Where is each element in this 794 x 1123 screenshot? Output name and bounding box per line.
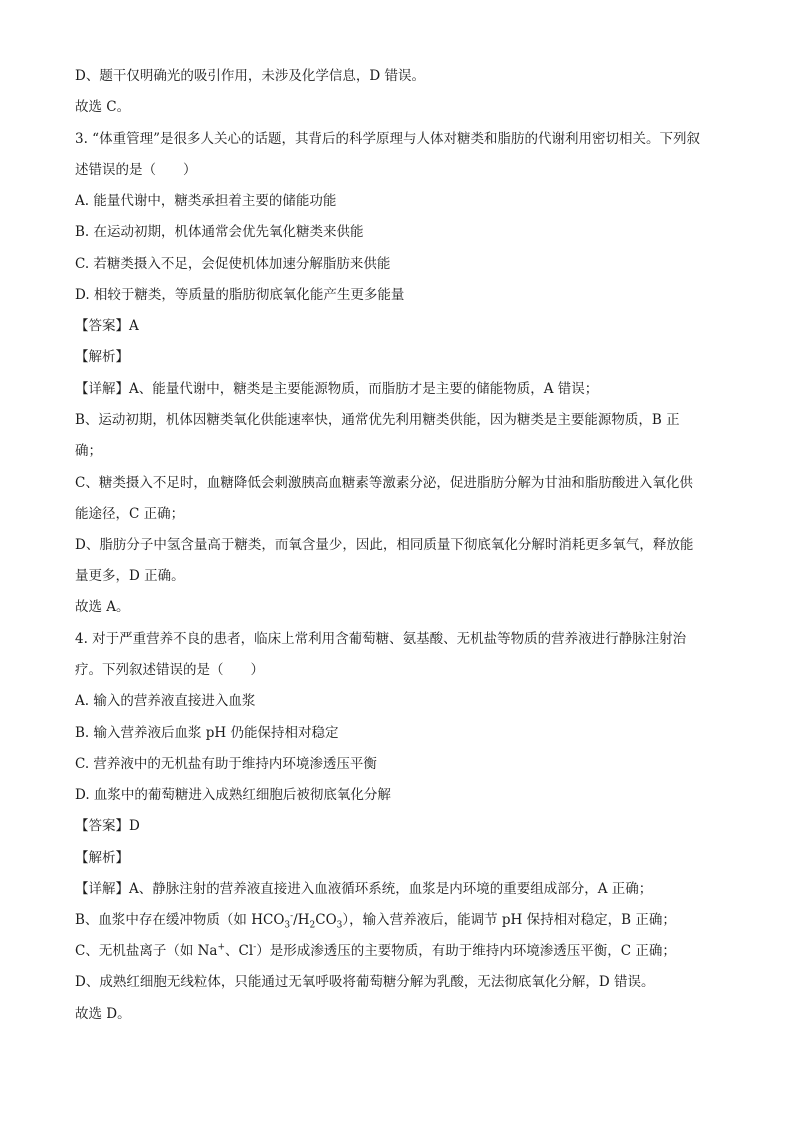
question-4-answer: 【答案】D <box>75 818 140 834</box>
question-3-stem: 述错误的是（ ） <box>75 162 197 178</box>
question-4-option-a: A. 输入的营养液直接进入血浆 <box>75 693 256 709</box>
question-4-stem: 4. 对于严重营养不良的患者，临床上常利用含葡萄糖、氨基酸、无机盐等物质的营养液进行静脉注射治 <box>75 631 687 647</box>
question-3-option-c: C. 若糖类摄入不足，会促使机体加速分解脂肪来供能 <box>75 256 391 272</box>
question-4-analysis-heading: 【解析】 <box>75 850 129 866</box>
question-3-stem: 3. “体重管理”是很多人关心的话题，其背后的科学原理与人体对糖类和脂肪的代谢利用密切相关。下列叙 <box>75 131 700 147</box>
question-4-option-d: D. 血浆中的葡萄糖进入成熟红细胞后被彻底氧化分解 <box>75 787 391 803</box>
question-3-option-b: B. 在运动初期，机体通常会优先氧化糖类来供能 <box>75 224 364 240</box>
question-3-explanation: 量更多，D 正确。 <box>75 568 185 584</box>
question-3-explanation: 确； <box>75 443 102 459</box>
question-3-explanation: 能途径，C 正确； <box>75 506 185 522</box>
question-4-explanation-ions: C、无机盐离子（如 Na+、Cl-）是形成渗透压的主要物质，有助于维持内环境渗透压平衡，C 正确； <box>75 942 676 959</box>
question-4-stem: 疗。下列叙述错误的是（ ） <box>75 662 264 678</box>
question-4-option-c: C. 营养液中的无机盐有助于维持内环境渗透压平衡 <box>75 756 377 772</box>
question-4-option-b: B. 输入营养液后血浆 pH 仍能保持相对稳定 <box>75 725 339 741</box>
question-3-answer: 【答案】A <box>75 318 139 334</box>
question-3-option-d: D. 相较于糖类，等质量的脂肪彻底氧化能产生更多能量 <box>75 287 405 303</box>
text-line: D、题干仅明确光的吸引作用，未涉及化学信息，D 错误。 <box>75 68 425 84</box>
question-3-explanation: C、糖类摄入不足时，血糖降低会刺激胰高血糖素等激素分泌，促进脂肪分解为甘油和脂肪酸进入氧化供 <box>75 475 693 491</box>
text-line: 故选 C。 <box>75 99 131 115</box>
question-3-analysis-heading: 【解析】 <box>75 349 129 365</box>
question-3-conclusion: 故选 A。 <box>75 599 130 615</box>
question-3-explanation: B、运动初期，机体因糖类氧化供能速率快，通常优先利用糖类供能，因为糖类是主要能源物质，B 正 <box>75 412 680 428</box>
question-3-explanation: 【详解】A、能量代谢中，糖类是主要能源物质，而脂肪才是主要的储能物质，A 错误； <box>75 381 599 397</box>
question-4-explanation: D、成熟红细胞无线粒体，只能通过无氧呼吸将葡萄糖分解为乳酸，无法彻底氧化分解，D 错误。 <box>75 974 655 990</box>
question-4-explanation: 【详解】A、静脉注射的营养液直接进入血液循环系统，血浆是内环境的重要组成部分，A 正确； <box>75 881 653 897</box>
question-4-explanation-buffer: B、血浆中存在缓冲物质（如 $HCO_3^-/H_2CO_3$），输入营养液后，能调节 pH 保持相对稳定，B 正确； <box>75 911 676 931</box>
question-4-conclusion: 故选 D。 <box>75 1006 131 1022</box>
question-3-explanation: D、脂肪分子中氢含量高于糖类，而氧含量少，因此，相同质量下彻底氧化分解时消耗更多氧气，释放能 <box>75 537 694 553</box>
question-3-option-a: A. 能量代谢中，糖类承担着主要的储能功能 <box>75 193 337 209</box>
